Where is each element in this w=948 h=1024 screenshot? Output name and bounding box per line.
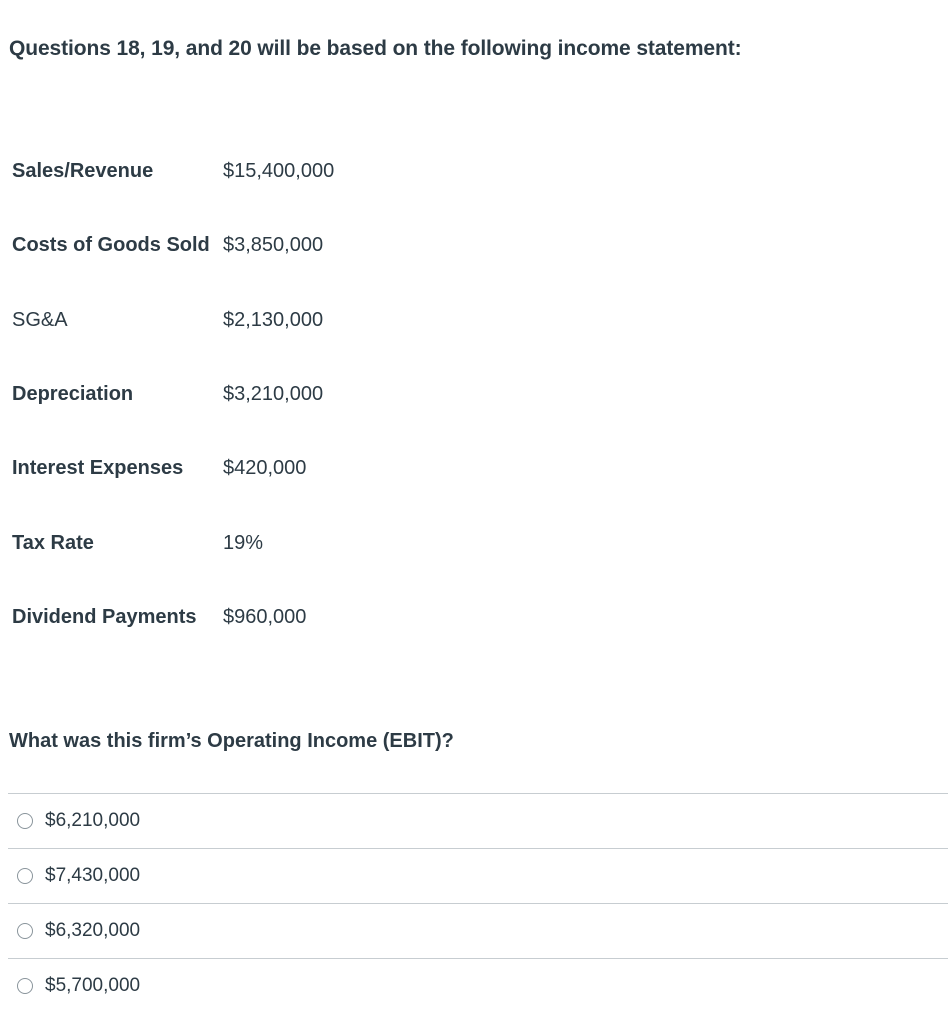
answer-list: [8, 793, 948, 1013]
statement-value: $15,400,000: [223, 160, 335, 182]
statement-row-sga: [12, 309, 612, 339]
radio-icon[interactable]: [17, 978, 33, 994]
statement-label: Costs of Goods Sold: [12, 234, 210, 256]
intro-text: Questions 18, 19, and 20 will be based on the following income statement:: [9, 37, 742, 60]
statement-label: Depreciation: [12, 383, 134, 405]
radio-icon[interactable]: [17, 813, 33, 829]
statement-label: SG&A: [12, 309, 68, 331]
statement-label: Interest Expenses: [12, 457, 184, 479]
answer-option-3[interactable]: [8, 903, 948, 958]
statement-row-sales: [12, 160, 612, 190]
statement-value: $3,850,000: [223, 234, 324, 256]
statement-value: 19%: [223, 532, 264, 554]
statement-value: $960,000: [223, 606, 307, 628]
radio-icon[interactable]: [17, 868, 33, 884]
statement-row-tax-rate: [12, 532, 612, 562]
radio-icon[interactable]: [17, 923, 33, 939]
answer-option-2[interactable]: [8, 848, 948, 903]
answer-label: $7,430,000: [45, 865, 141, 886]
answer-label: $5,700,000: [45, 975, 141, 996]
statement-label: Dividend Payments: [12, 606, 197, 628]
statement-value: $2,130,000: [223, 309, 324, 331]
statement-label: Tax Rate: [12, 532, 94, 554]
statement-row-depreciation: [12, 383, 612, 413]
statement-row-cogs: [12, 234, 612, 264]
answer-label: $6,210,000: [45, 810, 141, 831]
statement-row-dividends: [12, 606, 612, 636]
statement-row-interest: [12, 457, 612, 487]
statement-label: Sales/Revenue: [12, 160, 154, 182]
statement-value: $420,000: [223, 457, 307, 479]
statement-value: $3,210,000: [223, 383, 324, 405]
question-text: What was this firm’s Operating Income (EBIT)?: [9, 730, 454, 752]
answer-option-1[interactable]: [8, 793, 948, 848]
answer-option-4[interactable]: [8, 958, 948, 1013]
answer-label: $6,320,000: [45, 920, 141, 941]
